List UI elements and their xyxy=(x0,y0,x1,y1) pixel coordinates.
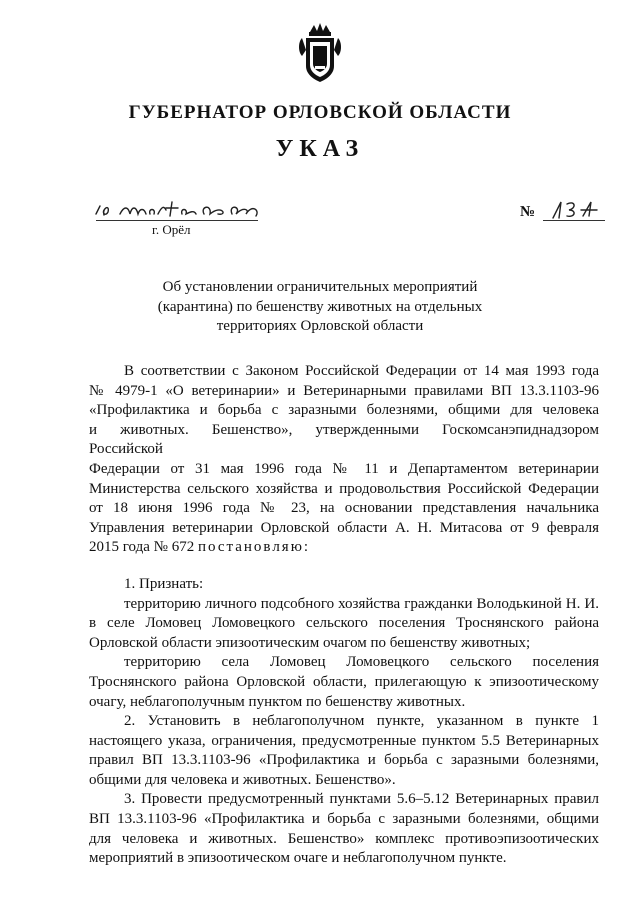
item-3-line: мероприятий в эпизоотическом очаге и неблагополучном пункте. xyxy=(89,850,507,867)
item-1-heading: 1. Признать: xyxy=(124,575,204,592)
item-3-line: ВП 13.3.1103-96 «Профилактика и борьба с заразными болезнями, общими xyxy=(89,811,599,828)
preamble-line: № 4979-1 «О ветеринарии» и Ветеринарными правилами ВП 13.3.1103-96 xyxy=(89,382,599,399)
date-underline xyxy=(96,220,258,221)
preamble-line: «Профилактика и борьба с заразными болезнями, общими для человека xyxy=(89,402,599,419)
preamble-line: Федерации от 31 мая 1996 года № 11 и Департаментом ветеринарии xyxy=(89,460,599,477)
preamble-line-last xyxy=(89,538,599,558)
decree-title xyxy=(120,278,520,337)
document-type-heading: УКАЗ xyxy=(275,136,365,162)
preamble-text: 2015 года № 672 xyxy=(89,539,195,556)
decree-body xyxy=(89,362,599,869)
item-1b-line: территорию села Ломовец Ломовецкого сельского поселения xyxy=(124,654,599,671)
item-2-line: 2. Установить в неблагополучном пункте, указанном в пункте 1 xyxy=(124,713,599,730)
title-line: (карантина) по бешенству животных на отдельных xyxy=(157,298,483,315)
authority-heading: ГУБЕРНАТОР ОРЛОВСКОЙ ОБЛАСТИ xyxy=(128,102,512,123)
item-2-line: правил ВП 13.3.1103-96 «Профилактика и борьба с заразными болезнями, xyxy=(89,752,599,769)
preamble-keyword: постановляю: xyxy=(197,539,311,556)
preamble-line: Министерства сельского хозяйства и продовольствия Российской Федерации xyxy=(89,480,599,497)
title-line: территориях Орловской области xyxy=(216,318,424,334)
item-2-line: настоящего указа, ограничения, предусмотренные пунктом 5.5 Ветеринарных xyxy=(89,732,599,749)
item-1a-line: Орловской области эпизоотическим очагом по бешенству животных; xyxy=(89,634,531,651)
coat-of-arms-emblem xyxy=(296,22,344,84)
item-1b-line: очагу, неблагополучным пунктом по бешенству животных. xyxy=(89,693,466,710)
handwritten-number xyxy=(545,198,605,220)
city-label: г. Орёл xyxy=(152,222,191,237)
preamble-line: В соответствии с Законом Российской Федерации от 14 мая 1993 года xyxy=(124,363,599,379)
item-2-line: общими для человека и животных. Бешенство». xyxy=(89,771,396,788)
preamble-line: Управления ветеринарии Орловской области А. Н. Митасова от 9 февраля xyxy=(89,519,599,536)
item-3-line: для человека и животных. Бешенство» комплекс противоэпизоотических xyxy=(89,830,599,847)
item-1a-line: территорию личного подсобного хозяйства гражданки Володькиной Н. И. xyxy=(124,595,599,612)
item-3-line: 3. Провести предусмотренный пунктами 5.6–5.12 Ветеринарных правил xyxy=(124,791,599,808)
preamble-line: от 18 июня 1996 года № 23, на основании представления начальника xyxy=(89,500,599,517)
item-1b-line: Троснянского района Орловской области, прилегающую к эпизоотическому xyxy=(89,673,599,690)
title-line: Об установлении ограничительных мероприятий xyxy=(162,279,478,295)
number-underline xyxy=(543,220,605,221)
number-label: № xyxy=(520,204,536,220)
item-1a-line: в селе Ломовец Ломовецкого сельского поселения Троснянского района xyxy=(89,615,599,632)
preamble-line: и животных. Бешенство», утвержденными Госкомсанэпиднадзором Российской xyxy=(89,421,599,458)
